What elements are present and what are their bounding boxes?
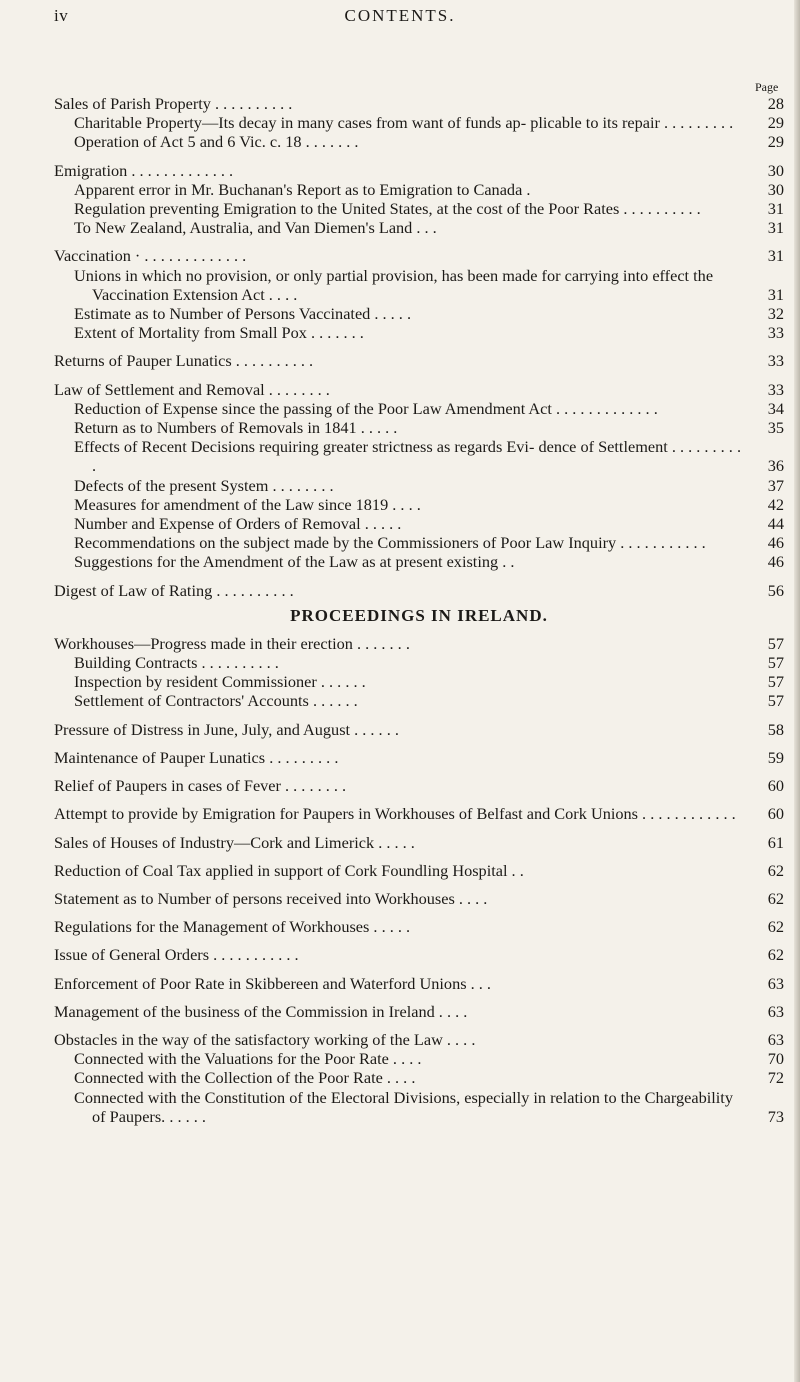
entry-title: Statement as to Number of persons received into Workhouses . . . . (54, 888, 488, 908)
section-heading: PROCEEDINGS IN IRELAND. (290, 605, 548, 625)
contents-subentry (54, 399, 784, 418)
entry-title: Obstacles in the way of the satisfactory working of the Law . . . . (54, 1029, 476, 1049)
entry-page-number: 62 (767, 888, 784, 908)
entry-title: Inspection by resident Commissioner . . . . . . (74, 672, 366, 692)
entry-page-number: 31 (767, 199, 784, 219)
entry-page-number: 32 (767, 304, 784, 324)
entry-page-number: 73 (767, 1106, 784, 1126)
contents-subentry (54, 199, 784, 218)
entry-gap (54, 908, 784, 917)
contents-subentry (54, 218, 784, 237)
entry-title: Effects of Recent Decisions requiring greater strictness as regards Evi- dence of Settlement . . . . . . . . . . (74, 437, 742, 476)
entry-page-number: 33 (767, 351, 784, 371)
entry-title: Unions in which no provision, or only partial provision, has been made for carrying into effect the Vaccination Extension Act . . . . (74, 265, 714, 304)
entry-title: Pressure of Distress in June, July, and August . . . . . . (54, 719, 399, 739)
entry-title: Reduction of Expense since the passing of the Poor Law Amendment Act . . . . . . . . . . . . . (74, 398, 658, 418)
contents-subentry (54, 418, 784, 437)
contents-subentry (54, 323, 784, 342)
entry-page-number: 30 (767, 160, 784, 180)
contents-subentry (54, 266, 784, 304)
entry-gap (54, 824, 784, 833)
entry-page-number: 57 (767, 691, 784, 711)
entry-title: Connected with the Valuations for the Poor Rate . . . . (74, 1049, 422, 1069)
entry-title: Enforcement of Poor Rate in Skibbereen and Waterford Unions . . . (54, 973, 491, 993)
contents-subentry (54, 1068, 784, 1087)
entry-page-number: 72 (767, 1068, 784, 1088)
entry-title: Recommendations on the subject made by the Commissioners of Poor Law Inquiry . . . . . . . . . . . (74, 533, 706, 553)
contents-subentry (54, 552, 784, 571)
entry-title: Workhouses—Progress made in their erection . . . . . . . (54, 633, 410, 653)
contents-entry (54, 974, 784, 993)
page-column-label: Page (755, 80, 779, 94)
entry-page-number: 70 (767, 1049, 784, 1069)
entry-title: Building Contracts . . . . . . . . . . (74, 653, 279, 673)
entry-title: Management of the business of the Commission in Ireland . . . . (54, 1001, 468, 1021)
contents-subentry (54, 514, 784, 533)
contents-subentry (54, 437, 784, 475)
entry-title: Regulation preventing Emigration to the United States, at the cost of the Poor Rates . . . . . . . . . . (74, 199, 701, 219)
entry-page-number: 57 (767, 653, 784, 673)
contents-subentry (54, 653, 784, 672)
contents-subentry (54, 113, 784, 132)
entry-page-number: 61 (767, 832, 784, 852)
entry-gap (54, 936, 784, 945)
contents-entry (54, 380, 784, 399)
contents-entry (54, 1030, 784, 1049)
entry-gap (54, 852, 784, 861)
entry-gap (54, 767, 784, 776)
entry-gap (54, 965, 784, 974)
entry-page-number: 63 (767, 1001, 784, 1021)
entry-gap (54, 711, 784, 720)
entry-page-number: 31 (767, 284, 784, 304)
entry-title: Digest of Law of Rating . . . . . . . . . . (54, 580, 294, 600)
contents-subentry (54, 132, 784, 151)
contents-entry (54, 945, 784, 964)
entry-title: Connected with the Constitution of the Electoral Divisions, especially in relation to the Chargeability of Paupers. . . . . . (74, 1087, 733, 1126)
entry-page-number: 42 (767, 494, 784, 514)
entry-page-number: 44 (767, 514, 784, 534)
entry-title: Apparent error in Mr. Buchanan's Report as to Emigration to Canada . (74, 179, 531, 199)
entry-page-number: 30 (767, 179, 784, 199)
entry-page-number: 31 (767, 246, 784, 266)
entry-gap (54, 993, 784, 1002)
entry-page-number: 56 (767, 580, 784, 600)
entry-title: Emigration . . . . . . . . . . . . . (54, 160, 234, 180)
contents-subentry (54, 1088, 784, 1126)
entry-page-number: 59 (767, 747, 784, 767)
running-head: CONTENTS. (344, 6, 456, 25)
contents-entry (54, 1002, 784, 1021)
entry-title: Suggestions for the Amendment of the Law as at present existing . . (74, 552, 515, 572)
entry-page-number: 57 (767, 633, 784, 653)
entry-title: Connected with the Collection of the Poor Rate . . . . (74, 1068, 416, 1088)
entry-title: Law of Settlement and Removal . . . . . . . . (54, 379, 330, 399)
entry-gap (54, 237, 784, 246)
contents-entry (54, 634, 784, 653)
contents-entry (54, 748, 784, 767)
contents-subentry (54, 672, 784, 691)
contents-entry (54, 351, 784, 370)
entry-title: To New Zealand, Australia, and Van Diemen's Land . . . (74, 218, 437, 238)
entry-page-number: 62 (767, 945, 784, 965)
entry-title: Operation of Act 5 and 6 Vic. c. 18 . . . . . . . (74, 132, 359, 152)
entry-gap (54, 371, 784, 380)
contents-list (54, 94, 784, 1126)
entry-page-number: 58 (767, 719, 784, 739)
entry-gap (54, 152, 784, 161)
contents-entry (54, 581, 784, 600)
contents-entry (54, 246, 784, 265)
entry-title: Estimate as to Number of Persons Vaccinated . . . . . (74, 304, 412, 324)
entry-title: Extent of Mortality from Small Pox . . . . . . . (74, 323, 364, 343)
contents-list-part-2 (54, 634, 784, 1126)
entry-title: Return as to Numbers of Removals in 1841 . . . . . (74, 418, 398, 438)
entry-page-number: 46 (767, 552, 784, 572)
contents-subentry (54, 476, 784, 495)
entry-title: Defects of the present System . . . . . . . . (74, 475, 334, 495)
entry-gap (54, 1021, 784, 1030)
entry-page-number: 60 (767, 776, 784, 796)
contents-entry (54, 804, 784, 823)
entry-page-number: 31 (767, 218, 784, 238)
entry-title: Reduction of Coal Tax applied in support of Cork Foundling Hospital . . (54, 860, 524, 880)
entry-page-number: 29 (767, 113, 784, 133)
entry-title: Relief of Paupers in cases of Fever . . . . . . . . (54, 776, 347, 796)
entry-title: Returns of Pauper Lunatics . . . . . . . . . . (54, 351, 314, 371)
contents-subentry (54, 304, 784, 323)
contents-subentry (54, 180, 784, 199)
contents-entry (54, 161, 784, 180)
entry-page-number: 62 (767, 917, 784, 937)
contents-entry (54, 917, 784, 936)
entry-title: Number and Expense of Orders of Removal . . . . . (74, 514, 402, 534)
entry-page-number: 63 (767, 1029, 784, 1049)
entry-title: Issue of General Orders . . . . . . . . . . . (54, 945, 299, 965)
contents-subentry (54, 1049, 784, 1068)
entry-title: Attempt to provide by Emigration for Paupers in Workhouses of Belfast and Cork Unions . . . . . . . . . . . . (54, 804, 736, 824)
entry-title: Charitable Property—Its decay in many cases from want of funds ap- plicable to its repair . . . . . . . . . (74, 113, 734, 133)
entry-page-number: 35 (767, 418, 784, 438)
entry-gap (54, 739, 784, 748)
entry-page-number: 60 (767, 804, 784, 824)
entry-gap (54, 795, 784, 804)
contents-entry (54, 861, 784, 880)
entry-page-number: 57 (767, 672, 784, 692)
contents-entry (54, 720, 784, 739)
entry-page-number: 36 (767, 456, 784, 476)
entry-page-number: 46 (767, 533, 784, 553)
folio-number: iv (54, 6, 69, 25)
entry-page-number: 34 (767, 398, 784, 418)
entry-title: Vaccination · . . . . . . . . . . . . . (54, 246, 247, 266)
entry-gap (54, 880, 784, 889)
entry-gap (54, 572, 784, 581)
entry-title: Regulations for the Management of Workhouses . . . . . (54, 917, 411, 937)
entry-title: Maintenance of Pauper Lunatics . . . . . . . . . (54, 747, 339, 767)
contents-subentry (54, 533, 784, 552)
entry-title: Measures for amendment of the Law since 1819 . . . . (74, 494, 421, 514)
entry-page-number: 37 (767, 475, 784, 495)
entry-page-number: 33 (767, 379, 784, 399)
contents-subentry (54, 691, 784, 710)
page-edge-shadow (794, 0, 800, 1382)
contents-entry (54, 94, 784, 113)
entry-page-number: 33 (767, 323, 784, 343)
contents-entry (54, 889, 784, 908)
entry-page-number: 28 (767, 94, 784, 113)
entry-title: Sales of Parish Property . . . . . . . . . . (54, 94, 293, 113)
entry-title: Sales of Houses of Industry—Cork and Limerick . . . . . (54, 832, 415, 852)
contents-entry (54, 833, 784, 852)
contents-subentry (54, 495, 784, 514)
contents-entry (54, 776, 784, 795)
entry-page-number: 63 (767, 973, 784, 993)
contents-list-part-1 (54, 94, 784, 600)
entry-title: Settlement of Contractors' Accounts . . . . . . (74, 691, 358, 711)
entry-page-number: 62 (767, 860, 784, 880)
entry-gap (54, 342, 784, 351)
entry-page-number: 29 (767, 132, 784, 152)
